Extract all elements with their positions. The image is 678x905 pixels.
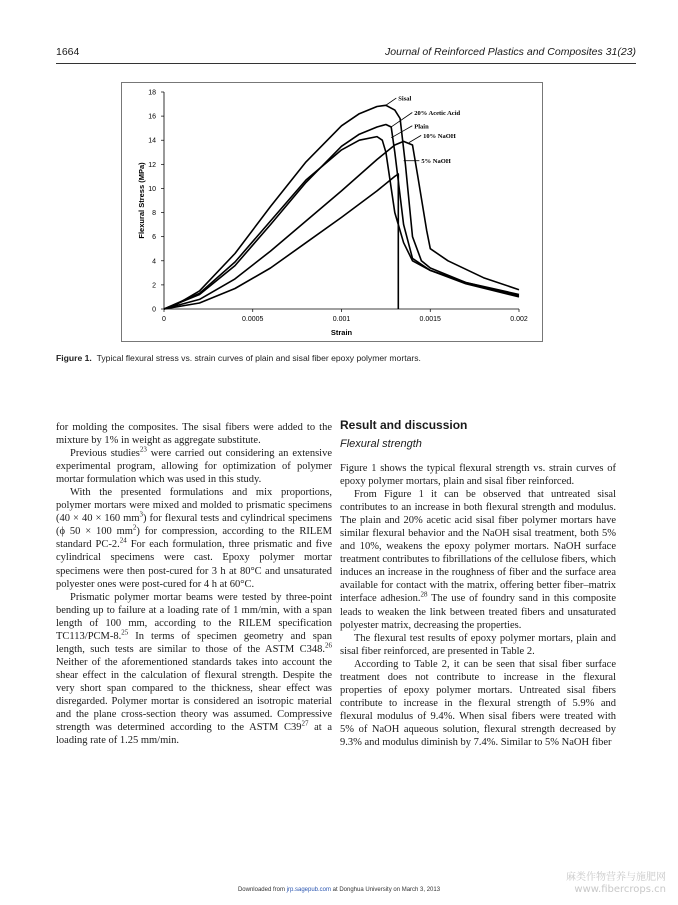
y-tick-label: 12	[148, 161, 156, 169]
paragraph: From Figure 1 it can be observed that untreated sisal contributes to an increase in both flexural strength and modulus. The plain and 20% acetic acid sisal fiber polymer mortars have similar flexural behavior and the NaOH sisal treatment, both 5% and 10%, weakens the epoxy polymer mortars. NaOH surface treatment contributes to fibrillations of the cellulose fibers, which induces an increase in the roughness of fiber and the surface area available for contact with the matrix, offering better fiber–matrix interface adhesion.$^{28}$ The use of foundry sand in this composite leads to weaken the link between treated fibers and unsaturated polyester matrix, decreasing the properties.	[340, 489, 616, 631]
series-leader-line	[386, 98, 396, 105]
journal-link[interactable]: jrp.sagepub.com	[286, 887, 331, 893]
header-rule	[56, 63, 636, 64]
y-tick-label: 0	[152, 306, 156, 314]
y-axis-label: Flexural Stress (MPa)	[137, 162, 146, 239]
figure-caption	[56, 353, 421, 363]
journal-header: Journal of Reinforced Plastics and Composites 31(23)	[385, 46, 636, 58]
watermark: 麻类作物营养与施肥网 www.fibercrops.cn	[566, 872, 666, 895]
x-tick-label: 0.001	[332, 316, 351, 323]
subsection-title: Flexural strength	[340, 438, 422, 450]
section-title: Result and discussion	[340, 418, 468, 432]
series-label: 10% NaOH	[423, 132, 456, 140]
caption-label: Figure 1.	[56, 353, 92, 363]
y-tick-label: 14	[148, 137, 156, 145]
series-line-3	[164, 137, 519, 309]
y-tick-label: 6	[152, 234, 156, 242]
paragraph: Previous studies$^{23}$ were carried out considering an extensive experimental program, allowing for optimization of polymer mortar formulation which was used in this study.	[56, 445, 332, 486]
paragraph: for molding the composites. The sisal fibers were added to the mixture by 1% in weight as aggregate substitute.	[56, 422, 332, 447]
page-number: 1664	[56, 46, 80, 58]
x-tick-label: 0.002	[510, 316, 528, 323]
series-leader-line	[409, 135, 421, 142]
caption-text: Typical flexural stress vs. strain curves of plain and sisal fiber epoxy polymer mortars.	[96, 353, 421, 363]
paragraph: Prismatic polymer mortar beams were tested by three-point bending up to failure at a loading rate of 1 mm/min, with a span length of 100 mm, according to the RILEM specification TC113/PCM-8.25 In terms of specimen geometry and span length, such tests are similar to those of the ASTM C348.26 Neither of the aforementioned standards takes into account the shear effect in the calculation of flexural strength. Despite the very short span compared to the thickness, shear effect was disregarded. Polymer mortar is considered an isotropic material and the plane cross-section theory was assumed. Compressive strength was determined according to the ASTM $C39^{27}$ at a loading rate of 1.25 mm/min.	[56, 591, 332, 747]
paragraph: According to Table 2, it can be seen that sisal fiber surface treatment does not contribute to increase in the flexural properties of epoxy polymer mortars. Untreated sisal fibers contribute to increase in the flexural strength of 5.9% and flexural modulus of 9.4%. When sisal fibers were treated with 5% of NaOH aqueous solution, flexural strength decreased by 9.3% and modulus diminish by 7.4%. Similar to 5% NaOH fiber	[340, 658, 616, 748]
x-tick-label: 0.0015	[419, 316, 441, 323]
series-label: Sisal	[398, 95, 412, 103]
y-tick-label: 16	[148, 113, 156, 121]
series-label: Plain	[414, 123, 429, 131]
series-label: 20% Acetic Acid	[414, 109, 461, 117]
x-tick-label: 0	[162, 316, 166, 323]
y-tick-label: 8	[152, 210, 156, 218]
y-tick-label: 2	[152, 282, 156, 290]
paragraph: With the presented formulations and mix proportions, polymer mortars were mixed and molded to prismatic specimens (40 × 40 × 160 $mm^3$) for flexural tests and cylindrical specimens (ϕ 50 × 100 $mm^2$) for compression, according to the RILEM standard PC-2.24 For each formulation, three prismatic and five cylindrical specimens were cast. Epoxy polymer mortar specimens were then post-cured for 3 h at 80°C and unsaturated polyester ones were post-cured for 4 h at 60°C.	[56, 487, 332, 590]
series-leader-line	[391, 112, 412, 126]
figure-1	[121, 82, 543, 342]
y-tick-label: 18	[148, 89, 156, 97]
download-footer: Downloaded from jrp.sagepub.com at Donghua University on March 3, 2013	[237, 887, 441, 893]
paragraph: The flexural test results of epoxy polymer mortars, plain and sisal fiber reinforced, are presented in Table 2.	[340, 632, 616, 657]
y-tick-label: 4	[152, 258, 156, 266]
right-column	[340, 462, 616, 749]
series-label: 5% NaOH	[421, 158, 451, 166]
paragraph: Figure 1 shows the typical flexural strength vs. strain curves of epoxy polymer mortars, plain and sisal fiber reinforced.	[340, 463, 616, 488]
left-column	[56, 421, 332, 747]
x-tick-label: 0.0005	[242, 316, 264, 323]
x-axis-label: Strain	[330, 328, 353, 337]
y-tick-label: 10	[148, 185, 156, 193]
flexural-chart	[122, 83, 542, 341]
